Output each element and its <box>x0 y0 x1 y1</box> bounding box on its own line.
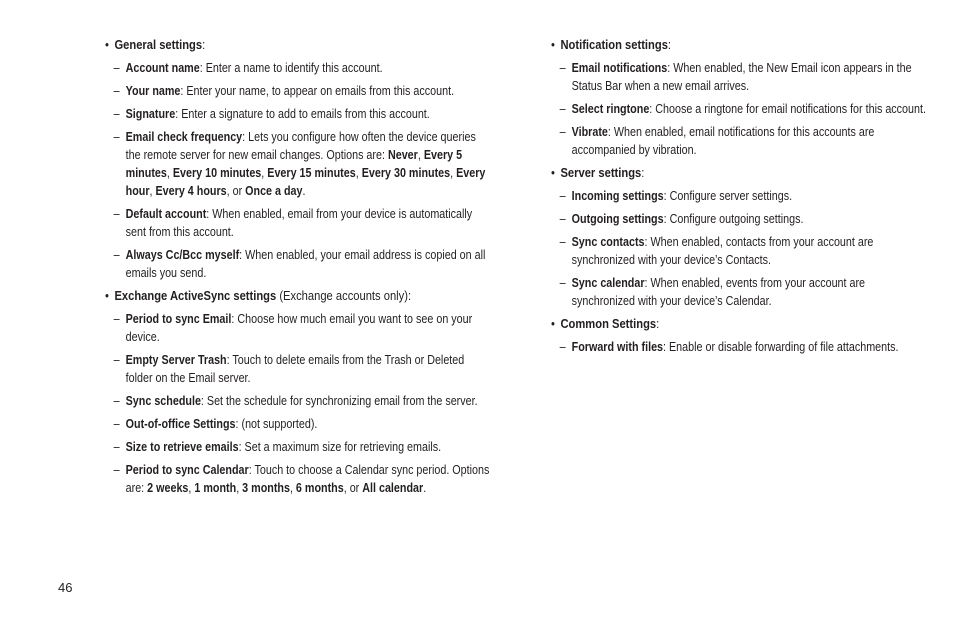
item-text: : Enable or disable forwarding of file attachments. <box>663 340 899 354</box>
dash-icon: – <box>559 102 566 116</box>
list-item <box>551 338 931 356</box>
item-term: Never <box>387 148 418 162</box>
dash-icon: – <box>559 235 566 249</box>
item-term: Sync contacts <box>571 235 645 249</box>
item-term: Signature <box>125 107 176 121</box>
list-item <box>551 274 931 310</box>
list-item <box>105 128 490 200</box>
list-item <box>105 461 490 497</box>
section-common-settings <box>551 315 920 333</box>
list-item <box>551 187 931 205</box>
section-title-suffix: : <box>202 37 206 52</box>
section-items <box>105 59 486 282</box>
item-term: Out-of-office Settings <box>125 417 236 431</box>
section-exchange-activesync-settings <box>105 287 479 305</box>
item-term: All calendar <box>362 481 424 495</box>
section-title: Common Settings <box>560 316 657 331</box>
item-text: , <box>188 481 195 495</box>
item-term: Default account <box>125 207 207 221</box>
item-text: , or <box>343 481 363 495</box>
left-column <box>105 36 490 502</box>
dash-icon: – <box>113 61 120 75</box>
section-title: General settings <box>114 37 203 52</box>
dash-icon: – <box>559 340 566 354</box>
item-term: Account name <box>125 61 200 75</box>
item-term: 2 weeks <box>147 481 189 495</box>
item-term: Every 15 minutes <box>267 166 356 180</box>
bullet-icon: • <box>105 37 109 52</box>
section-title: Server settings <box>560 165 642 180</box>
item-text: : When enabled, the New Email icon appears in the Status Bar when a new email arrives. <box>571 61 912 93</box>
item-text: , or <box>226 184 246 198</box>
list-item <box>105 392 490 410</box>
list-item <box>105 415 490 433</box>
section-title: Notification settings <box>560 37 668 52</box>
item-text: , <box>450 166 457 180</box>
section-items <box>551 59 926 159</box>
dash-icon: – <box>559 189 566 203</box>
item-text: , <box>355 166 362 180</box>
dash-icon: – <box>113 394 120 408</box>
item-text: . <box>302 184 306 198</box>
list-item <box>551 123 931 159</box>
dash-icon: – <box>113 130 120 144</box>
section-title-suffix: (Exchange accounts only): <box>276 288 412 303</box>
section-title: Exchange ActiveSync settings <box>114 288 277 303</box>
item-text: , <box>417 148 424 162</box>
list-item <box>105 310 490 346</box>
item-term: Every 10 minutes <box>172 166 262 180</box>
item-term: Email notifications <box>571 61 668 75</box>
dash-icon: – <box>113 353 120 367</box>
item-term: Every 30 minutes <box>361 166 451 180</box>
section-notification-settings <box>551 36 920 54</box>
item-term: Empty Server Trash <box>125 353 227 367</box>
item-term: Sync schedule <box>125 394 201 408</box>
list-item <box>551 100 931 118</box>
list-item <box>105 105 490 123</box>
dash-icon: – <box>113 312 120 326</box>
item-text: , <box>261 166 268 180</box>
dash-icon: – <box>559 276 566 290</box>
list-item <box>105 246 490 282</box>
item-text: : Lets you configure how often the device queries the remote server for new email changes. Options are: <box>125 130 476 162</box>
item-text: : Set the schedule for synchronizing email from the server. <box>200 394 478 408</box>
item-term: Period to sync Calendar <box>125 463 249 477</box>
bullet-icon: • <box>105 288 109 303</box>
item-text: : Enter a name to identify this account. <box>199 61 383 75</box>
item-text: : Set a maximum size for retrieving emails. <box>238 440 442 454</box>
item-text: : Choose a ringtone for email notifications for this account. <box>649 102 926 116</box>
right-column <box>551 36 926 361</box>
list-item <box>105 205 490 241</box>
item-term: Every 5 minutes <box>125 148 463 180</box>
item-text: : When enabled, your email address is copied on all emails you send. <box>125 248 486 280</box>
item-text: , <box>149 184 156 198</box>
item-term: Size to retrieve emails <box>125 440 239 454</box>
item-term: Forward with files <box>571 340 664 354</box>
item-text: : When enabled, email from your device is automatically sent from this account. <box>125 207 473 239</box>
dash-icon: – <box>113 463 120 477</box>
item-text: : Touch to choose a Calendar sync period. Options are: <box>125 463 490 495</box>
item-text: . <box>423 481 427 495</box>
item-term: Your name <box>125 84 181 98</box>
dash-icon: – <box>113 207 120 221</box>
item-text: : Enter your name, to appear on emails from this account. <box>180 84 455 98</box>
section-general-settings <box>105 36 479 54</box>
item-text: : When enabled, events from your account are synchronized with your device’s Calendar. <box>571 276 866 308</box>
page-number: 46 <box>58 580 73 595</box>
section-items <box>105 310 490 497</box>
dash-icon: – <box>559 212 566 226</box>
item-term: Period to sync Email <box>125 312 232 326</box>
dash-icon: – <box>113 84 120 98</box>
item-text: , <box>289 481 296 495</box>
item-term: Outgoing settings <box>571 212 664 226</box>
dash-icon: – <box>559 61 566 75</box>
item-text: : Configure outgoing settings. <box>663 212 804 226</box>
list-item <box>551 233 931 269</box>
list-item <box>105 59 490 77</box>
item-term: Email check frequency <box>125 130 243 144</box>
section-server-settings <box>551 164 920 182</box>
list-item <box>105 351 490 387</box>
dash-icon: – <box>113 248 120 262</box>
item-text: : When enabled, email notifications for this accounts are accompanied by vibration. <box>571 125 875 157</box>
dash-icon: – <box>113 417 120 431</box>
item-text: , <box>236 481 243 495</box>
bullet-icon: • <box>551 165 555 180</box>
section-items <box>551 187 911 310</box>
item-term: Every hour <box>125 166 486 198</box>
section-items <box>551 338 911 356</box>
dash-icon: – <box>113 107 120 121</box>
item-text: : Configure server settings. <box>663 189 793 203</box>
list-item <box>105 82 490 100</box>
item-text: : (not supported). <box>235 417 318 431</box>
bullet-icon: • <box>551 37 555 52</box>
section-title-suffix: : <box>667 37 672 52</box>
item-text: : Choose how much email you want to see on your device. <box>125 312 473 344</box>
item-term: Vibrate <box>571 125 608 139</box>
item-term: 1 month <box>194 481 237 495</box>
list-item <box>551 59 931 95</box>
dash-icon: – <box>113 440 120 454</box>
dash-icon: – <box>559 125 566 139</box>
bullet-icon: • <box>551 316 555 331</box>
item-term: Every 4 hours <box>155 184 227 198</box>
item-text: , <box>166 166 173 180</box>
section-title-suffix: : <box>641 165 645 180</box>
section-title-suffix: : <box>656 316 660 331</box>
item-term: Incoming settings <box>571 189 664 203</box>
list-item <box>551 210 931 228</box>
item-term: 6 months <box>295 481 344 495</box>
item-term: Once a day <box>245 184 303 198</box>
item-text: : Touch to delete emails from the Trash or Deleted folder on the Email server. <box>125 353 465 385</box>
item-term: Always Cc/Bcc myself <box>125 248 240 262</box>
item-term: Select ringtone <box>571 102 650 116</box>
item-text: : When enabled, contacts from your account are synchronized with your device’s Contacts. <box>571 235 874 267</box>
item-term: 3 months <box>242 481 290 495</box>
item-text: : Enter a signature to add to emails from this account. <box>175 107 430 121</box>
item-term: Sync calendar <box>571 276 645 290</box>
list-item <box>105 438 490 456</box>
